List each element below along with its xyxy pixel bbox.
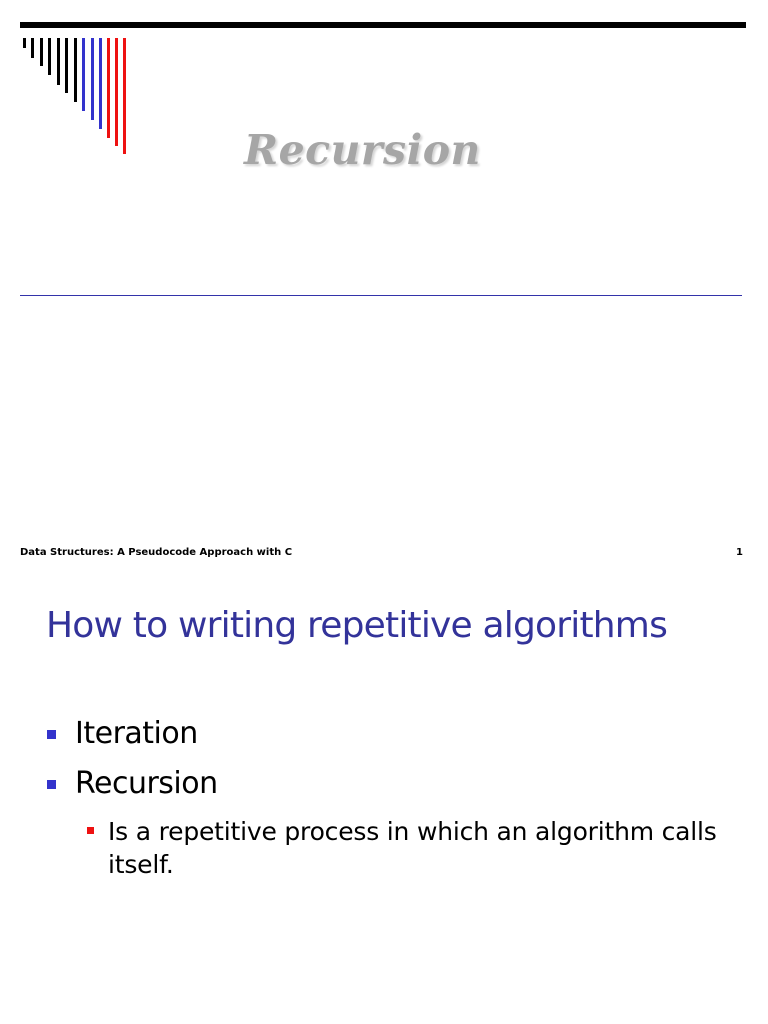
bullet-text: Recursion [75, 766, 218, 801]
bullet-square-icon [47, 780, 56, 789]
bar [123, 38, 126, 154]
sub-bullet-item [108, 815, 728, 881]
bar [31, 38, 34, 58]
bullet-text: Iteration [75, 716, 198, 751]
bullet-square-icon [87, 827, 94, 834]
bar [74, 38, 77, 102]
bullet-item [75, 766, 218, 801]
bar [99, 38, 102, 129]
bar [57, 38, 60, 85]
bar [48, 38, 51, 75]
bar [23, 38, 26, 48]
title-divider [20, 295, 742, 296]
bar [82, 38, 85, 111]
bullet-item [75, 716, 198, 751]
page-number: 1 [736, 547, 743, 558]
slide-heading: How to writing repetitive algorithms [46, 605, 668, 646]
bar [65, 38, 68, 93]
bar [91, 38, 94, 120]
sub-bullet-text: Is a repetitive process in which an algorithm calls itself. [108, 817, 717, 879]
slide-title: Recursion [244, 126, 481, 174]
slide-footer: Data Structures: A Pseudocode Approach with C [20, 547, 293, 558]
bar [40, 38, 43, 66]
bar [107, 38, 110, 138]
bar [115, 38, 118, 146]
bullet-square-icon [47, 730, 56, 739]
decorative-bars [0, 0, 140, 160]
